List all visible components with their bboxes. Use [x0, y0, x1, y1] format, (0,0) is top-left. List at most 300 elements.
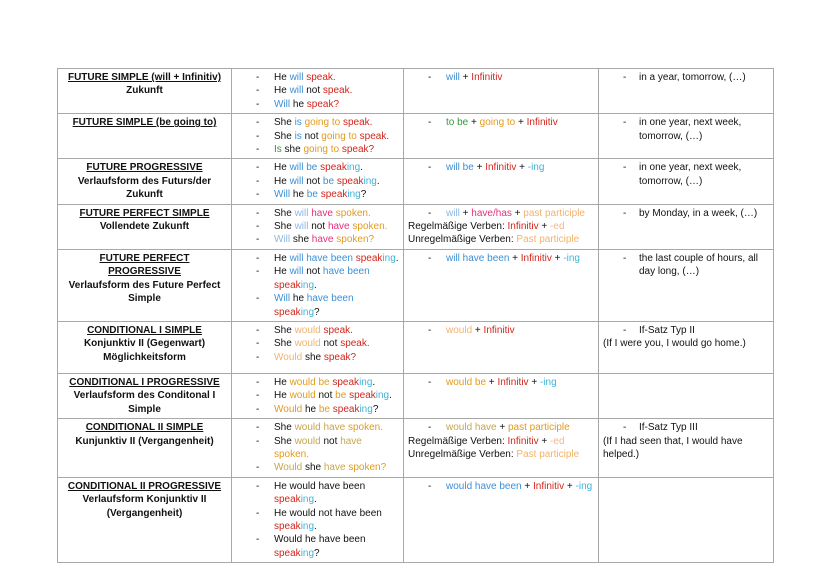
text-run: speak [329, 403, 360, 415]
text-run: + [511, 207, 524, 219]
signal-words-list [603, 71, 769, 84]
example-line [274, 188, 399, 201]
tense-subtitle: Verlaufsform Konjunktiv II [82, 494, 207, 506]
example-sentence [236, 161, 399, 174]
tense-name-cell [58, 114, 232, 159]
text-run: speak. [320, 324, 353, 336]
text-run: Infinitiv [483, 324, 515, 336]
formula [408, 376, 594, 389]
example-sentence [236, 389, 399, 402]
text-run: Infinitiv [533, 480, 565, 492]
text-run: speak [274, 306, 301, 318]
table-row [58, 114, 774, 159]
text-run: Would he have been [274, 534, 366, 546]
text-run: Will [274, 234, 291, 246]
text-run: have [327, 221, 353, 233]
example-line [274, 403, 399, 416]
text-run: have been [322, 266, 370, 278]
verb-rule [408, 448, 594, 461]
example-line [274, 337, 399, 350]
text-run: ing [382, 252, 396, 264]
text-run: speak. [342, 117, 373, 129]
text-run: not [303, 175, 323, 187]
text-run: ing [359, 403, 373, 415]
formula-list [408, 71, 594, 84]
text-run: not [303, 266, 323, 278]
text-run: Infinitiv [471, 72, 503, 83]
tense-name-cell [58, 249, 232, 321]
text-run: She [274, 324, 295, 336]
example-sentence [236, 207, 399, 220]
text-run: is [294, 130, 302, 142]
text-run: will [446, 207, 460, 219]
text-run: speak? [306, 98, 340, 110]
text-run: . [395, 252, 399, 264]
example-line [274, 143, 399, 156]
signal-words-cell [599, 249, 774, 321]
example-sentence [236, 188, 399, 201]
text-run: to be [446, 117, 469, 129]
text-run: + [459, 72, 472, 83]
signal-words-list [603, 207, 769, 220]
text-run: spoken? [348, 462, 387, 474]
text-run: going to [303, 144, 342, 156]
table-row [58, 249, 774, 321]
tense-name-cell [58, 69, 232, 114]
text-run: not [308, 221, 328, 233]
text-run: he [290, 98, 307, 110]
text-run: he [290, 293, 307, 305]
examples-list [236, 376, 399, 416]
text-run: Unregelmäßige Verben: [408, 234, 517, 246]
text-run: spoken. [352, 221, 388, 233]
example-sentence [236, 98, 399, 111]
text-run: Past participle [516, 448, 580, 460]
text-run: would [294, 422, 321, 434]
tense-subtitle: Vollendete Zukunft [99, 221, 190, 233]
text-run: speak [274, 279, 301, 291]
text-run: -ing [527, 162, 545, 174]
text-run: will [289, 266, 304, 278]
example-line [274, 130, 399, 143]
example-line [274, 435, 399, 462]
text-run: speak [346, 390, 376, 402]
text-run: + [468, 117, 480, 129]
text-run: she [302, 351, 324, 363]
text-run: speak. [322, 85, 353, 97]
text-run: he [290, 189, 307, 201]
formula [408, 161, 594, 174]
tense-table [57, 68, 774, 563]
signal-words-cell [599, 321, 774, 373]
example-line [274, 351, 399, 364]
text-run: She [274, 435, 295, 447]
text-run: not [320, 435, 341, 447]
text-run: ing [375, 390, 390, 402]
signal-words-cell [599, 373, 774, 418]
tense-subtitle: Verlaufsform des Conditonal I [73, 390, 216, 402]
text-run: . [372, 376, 376, 388]
examples-cell [232, 321, 404, 373]
example-line [274, 220, 399, 233]
tense-subtitle: Zukunft [126, 189, 163, 201]
text-run: speak [334, 175, 364, 187]
text-run: . [389, 390, 392, 402]
text-run: speak. [359, 130, 390, 142]
formula-cell [404, 249, 599, 321]
example-sentence [236, 507, 399, 534]
text-run: will [289, 72, 304, 83]
example-sentence [236, 292, 399, 319]
text-run: Regelmäßige Verben: [408, 435, 508, 447]
table-row [58, 204, 774, 249]
text-run: speak? [341, 144, 375, 156]
examples-list [236, 324, 399, 364]
text-run: she [281, 144, 304, 156]
examples-list [236, 252, 399, 319]
example-sentence [236, 265, 399, 292]
example-line [274, 116, 399, 129]
example-line [274, 279, 399, 292]
tense-title: FUTURE PERFECT PROGRESSIVE [99, 252, 190, 278]
examples-cell [232, 69, 404, 114]
text-run: + [459, 207, 472, 219]
text-run: + [516, 162, 528, 174]
text-run: She [274, 338, 295, 350]
text-run: ing [300, 279, 315, 291]
text-run: He [274, 252, 290, 264]
text-run: . [314, 494, 317, 506]
examples-cell [232, 477, 404, 562]
formula-cell [404, 69, 599, 114]
text-run: speak [317, 162, 347, 174]
tense-title: FUTURE SIMPLE (will + Infinitiv) [67, 72, 222, 83]
tense-name-cell [58, 373, 232, 418]
text-run: She [274, 207, 295, 219]
tense-subtitle: Zukunft [126, 85, 163, 97]
text-run: ? [360, 189, 367, 201]
text-run: he [302, 403, 319, 415]
formula [408, 480, 594, 493]
if-clause-example: (If I were you, I would go home.) [603, 338, 746, 350]
example-line [274, 265, 399, 278]
text-run: He [274, 72, 290, 83]
text-run: spoken. [347, 422, 383, 434]
text-run: will have been [289, 252, 353, 264]
text-run: would [294, 324, 321, 336]
verb-rule [408, 220, 594, 233]
text-run: -ed [550, 221, 565, 233]
text-run: be [306, 189, 318, 201]
text-run: not [315, 390, 336, 402]
text-run: She [274, 422, 295, 434]
text-run: Will [274, 98, 291, 110]
formula [408, 421, 594, 434]
tense-title: CONDITIONAL II SIMPLE [85, 422, 204, 434]
example-line [274, 461, 399, 474]
text-run: have [311, 234, 337, 246]
tense-name-cell [58, 477, 232, 562]
signal-words-cell [599, 159, 774, 204]
text-run: . [376, 175, 380, 187]
text-run: + [473, 162, 486, 174]
text-run: . [314, 520, 317, 532]
text-run: will [446, 72, 460, 83]
text-run: -ing [563, 252, 580, 264]
example-line [274, 376, 399, 389]
example-line [274, 252, 399, 265]
tense-title: CONDITIONAL II PROGRESSIVE [67, 480, 222, 492]
text-run: speak. [303, 72, 336, 83]
text-run: be [335, 390, 347, 402]
text-run: ing [300, 520, 315, 532]
text-run: . [314, 279, 317, 291]
example-sentence [236, 421, 399, 434]
text-run: Will [274, 293, 291, 305]
formula-cell [404, 114, 599, 159]
text-run: have [340, 435, 362, 447]
example-sentence [236, 403, 399, 416]
text-run: Would [274, 403, 303, 415]
text-run: not [301, 130, 322, 142]
text-run: will [294, 207, 309, 219]
text-run: ? [314, 306, 320, 318]
text-run: have [323, 462, 349, 474]
text-run: ing [346, 162, 361, 174]
text-run: + [564, 480, 576, 492]
example-sentence [236, 116, 399, 129]
text-run: + [528, 376, 540, 388]
text-run: going to [301, 117, 343, 129]
table-row [58, 477, 774, 562]
table-row [58, 321, 774, 373]
examples-list [236, 207, 399, 247]
text-run: + [472, 324, 484, 336]
tense-subtitle: Simple [128, 403, 161, 415]
formula-list [408, 116, 594, 129]
text-run: she [302, 462, 324, 474]
text-run: Infinitiv [485, 162, 517, 174]
text-run: will be [289, 162, 318, 174]
text-run: ing [363, 175, 377, 187]
text-run: be [318, 403, 330, 415]
formula-list [408, 252, 594, 265]
text-run: Regelmäßige Verben: [408, 221, 508, 233]
example-sentence [236, 143, 399, 156]
text-run: Infinitiv [497, 376, 529, 388]
text-run: past participle [508, 422, 570, 434]
text-run: will have been [446, 252, 510, 264]
example-sentence [236, 84, 399, 97]
example-line [274, 480, 399, 493]
if-clause-type: - If-Satz Typ II [603, 324, 769, 337]
text-run: speak [274, 520, 301, 532]
formula-list [408, 376, 594, 389]
text-run: + [496, 422, 508, 434]
text-run: be [322, 175, 335, 187]
text-run: He [274, 85, 290, 97]
text-run: + [551, 252, 564, 264]
text-run: Past participle [516, 234, 580, 246]
example-sentence [236, 175, 399, 188]
formula [408, 71, 594, 84]
example-line [274, 207, 399, 220]
formula [408, 207, 594, 220]
formula-list [408, 207, 594, 220]
example-sentence [236, 233, 399, 246]
formula-cell [404, 321, 599, 373]
text-run: Infinitiv [507, 435, 539, 447]
text-run: He would not have been [274, 507, 382, 519]
text-run: She [274, 221, 295, 233]
examples-list [236, 71, 399, 111]
examples-cell [232, 373, 404, 418]
text-run: + [515, 117, 527, 129]
text-run: Is [274, 144, 282, 156]
tense-name-cell [58, 204, 232, 249]
verb-rule [408, 435, 594, 448]
text-run: would [446, 324, 473, 336]
example-line [274, 84, 399, 97]
formula-cell [404, 419, 599, 478]
tense-name-cell [58, 321, 232, 373]
tense-subtitle: Simple [128, 293, 161, 305]
text-run: Would [274, 462, 303, 474]
example-sentence [236, 461, 399, 474]
text-run: going to [479, 117, 516, 129]
tense-title: CONDITIONAL I SIMPLE [87, 324, 202, 336]
example-line [274, 71, 399, 84]
text-run: + [538, 435, 551, 447]
tense-subtitle: (Vergangenheit) [106, 507, 183, 519]
text-run: have been [306, 293, 354, 305]
text-run: will be [446, 162, 474, 174]
tense-subtitle: Möglichkeitsform [103, 351, 186, 363]
text-run: speak [317, 189, 348, 201]
text-run: Infinitiv [520, 252, 552, 264]
text-run: speak [352, 252, 383, 264]
example-sentence [236, 480, 399, 507]
text-run: would [289, 390, 316, 402]
text-run: Unregelmäßige Verben: [408, 448, 517, 460]
text-run: would be [446, 376, 487, 388]
verb-rule [408, 233, 594, 246]
example-line [274, 507, 399, 520]
formula-cell [404, 477, 599, 562]
text-run: She [274, 130, 295, 142]
example-sentence [236, 324, 399, 337]
text-run: He [274, 266, 290, 278]
text-run: Will [274, 189, 291, 201]
example-line [274, 547, 399, 560]
text-run: + [538, 221, 551, 233]
tense-title: FUTURE PERFECT SIMPLE [79, 207, 210, 219]
table-row [58, 373, 774, 418]
tense-subtitle: Kunjunktiv II (Vergangenheit) [75, 435, 214, 447]
signal-words-cell [599, 69, 774, 114]
text-run: ing [347, 189, 361, 201]
example-line [274, 533, 399, 546]
example-line [274, 233, 399, 246]
text-run: speak [274, 547, 301, 559]
tense-title: FUTURE SIMPLE (be going to) [72, 117, 217, 129]
if-clause-type: - If-Satz Typ III [603, 421, 769, 434]
formula [408, 252, 594, 265]
text-run: He would have been [274, 480, 366, 492]
signal-words: - in one year, next week, tomorrow, (…) [603, 116, 769, 143]
examples-list [236, 116, 399, 156]
formula-list [408, 480, 594, 493]
formula-list [408, 421, 594, 434]
signal-words-list [603, 252, 769, 279]
text-run: she [290, 234, 312, 246]
text-run: + [509, 252, 521, 264]
examples-list [236, 161, 399, 201]
text-run: spoken. [335, 207, 371, 219]
text-run: ing [359, 376, 373, 388]
text-run: will [289, 175, 304, 187]
text-run: spoken? [336, 234, 375, 246]
text-run: is [294, 117, 302, 129]
example-sentence [236, 71, 399, 84]
tense-title: FUTURE PROGRESSIVE [86, 162, 203, 174]
signal-words: - in a year, tomorrow, (…) [603, 71, 769, 84]
example-line [274, 161, 399, 174]
text-run: will [294, 221, 309, 233]
tense-title: CONDITIONAL I PROGRESSIVE [69, 376, 220, 388]
table-row [58, 159, 774, 204]
text-run: He [274, 162, 290, 174]
tense-subtitle: Verlaufsform des Futurs/der [77, 175, 212, 187]
example-sentence [236, 337, 399, 350]
text-run: past participle [523, 207, 585, 219]
example-sentence [236, 533, 399, 560]
text-run: + [486, 376, 498, 388]
text-run: would have been [446, 480, 522, 492]
examples-list [236, 421, 399, 475]
examples-cell [232, 419, 404, 478]
example-sentence [236, 376, 399, 389]
text-run: -ing [539, 376, 557, 388]
text-run: ? [372, 403, 379, 415]
signal-words: - the last couple of hours, all day long, (…) [603, 252, 769, 279]
formula [408, 324, 594, 337]
signal-words-cell [599, 204, 774, 249]
signal-words-cell [599, 114, 774, 159]
text-run: Would [274, 351, 303, 363]
formula-cell [404, 204, 599, 249]
example-sentence [236, 435, 399, 462]
formula-list [408, 324, 594, 337]
example-line [274, 520, 399, 533]
text-run: Infinitiv [526, 117, 558, 129]
example-line [274, 324, 399, 337]
text-run: spoken. [274, 448, 310, 460]
example-sentence [236, 252, 399, 265]
text-run: + [521, 480, 534, 492]
text-run: would [294, 338, 321, 350]
text-run: -ed [550, 435, 565, 447]
formula-cell [404, 373, 599, 418]
example-sentence [236, 130, 399, 143]
text-run: have/has [471, 207, 512, 219]
text-run: She [274, 117, 295, 129]
signal-words-cell [599, 419, 774, 478]
text-run: would have [446, 422, 497, 434]
text-run: have [320, 422, 348, 434]
formula-list [408, 161, 594, 174]
text-run: speak [329, 376, 360, 388]
